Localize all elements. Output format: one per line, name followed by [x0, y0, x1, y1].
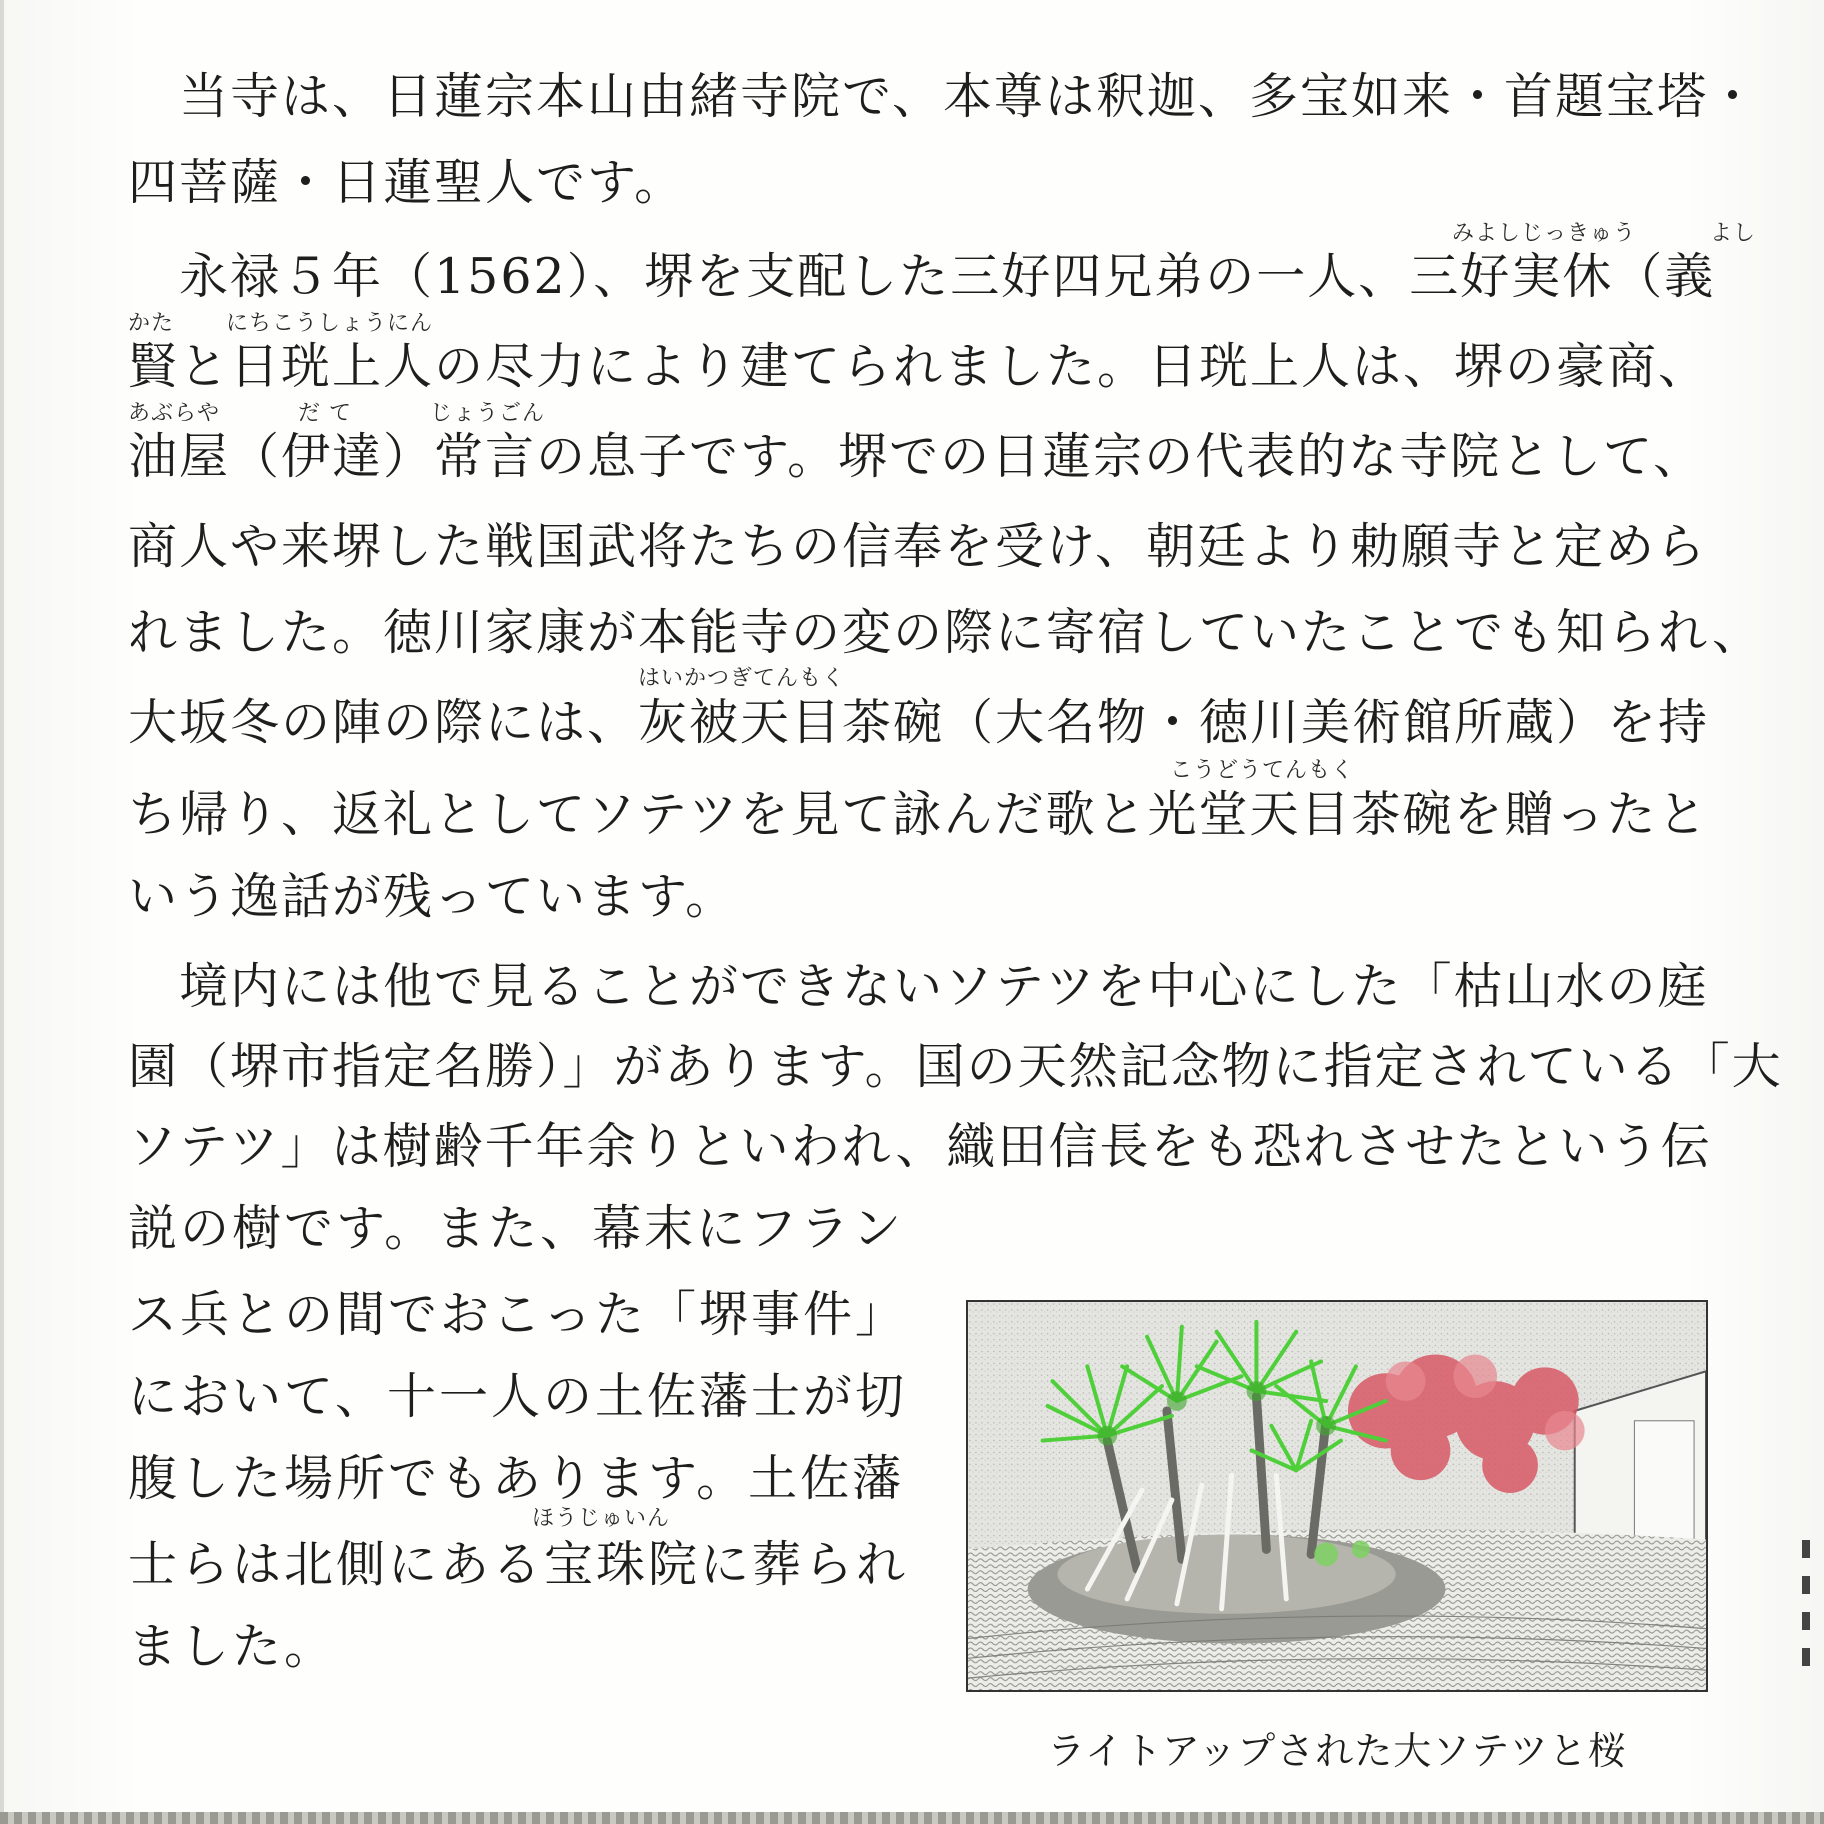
text-line: れました。徳川家康が本能寺の変の際に寄宿していたことでも知られ、 — [128, 604, 1763, 661]
ruby-reading: にちこうしょうにん — [226, 311, 434, 336]
text-line: 油屋（伊達）常言の息子です。堺での日蓮宗の代表的な寺院として、 — [128, 428, 1705, 485]
left-paper-edge — [0, 0, 4, 1824]
text-line: ました。 — [128, 1618, 337, 1675]
bottom-paper-edge — [0, 1812, 1824, 1824]
text-line: ス兵との間でおこった「堺事件」 — [128, 1286, 908, 1343]
text-line: 大坂冬の陣の際には、灰被天目茶碗（大名物・徳川美術館所蔵）を持 — [128, 694, 1710, 751]
text-line: 腹した場所でもあります。土佐藩 — [128, 1450, 905, 1507]
text-line: 説の樹です。また、幕末にフラン — [128, 1200, 905, 1257]
ruby-reading: はいかつぎてんもく — [638, 666, 846, 691]
text-line: において、十一人の土佐藩士が切 — [128, 1368, 908, 1425]
ruby-reading: ほうじゅいん — [532, 1506, 671, 1531]
text-line: 永禄５年（1562）、堺を支配した三好四兄弟の一人、三好実休（義 — [128, 248, 1716, 305]
cycad-garden-illustration — [968, 1302, 1706, 1690]
text-line: 当寺は、日蓮宗本山由緒寺院で、本尊は釈迦、多宝如来・首題宝塔・ — [128, 68, 1760, 125]
ruby-reading: よし — [1710, 221, 1757, 246]
garden-photo — [966, 1300, 1708, 1692]
text-line: いう逸話が残っています。 — [128, 868, 737, 925]
text-line: 境内には他で見ることができないソテツを中心にした「枯山水の庭 — [128, 958, 1709, 1015]
text-line: ソテツ」は樹齢千年余りといわれ、織田信長をも恐れさせたという伝 — [128, 1118, 1712, 1175]
ruby-reading: みよしじっきゅう — [1452, 221, 1637, 246]
text-line: ち帰り、返礼としてソテツを見て詠んだ歌と光堂天目茶碗を贈ったと — [128, 786, 1709, 843]
text-line: 士らは北側にある宝珠院に葬られ — [128, 1536, 909, 1593]
text-line: 賢と日珖上人の尽力により建てられました。日珖上人は、堺の豪商、 — [128, 338, 1710, 395]
ruby-reading: こうどうてんもく — [1170, 758, 1355, 783]
ruby-reading: だ て — [298, 401, 352, 426]
ruby-reading: あぶらや — [128, 401, 221, 426]
photo-caption: ライトアップされた大ソテツと桜 — [1047, 1729, 1627, 1773]
right-edge-marks — [1802, 1540, 1824, 1720]
ruby-reading: じょうごん — [430, 401, 546, 426]
text-line: 四菩薩・日蓮聖人です。 — [128, 154, 686, 211]
ruby-reading: かた — [128, 311, 175, 336]
text-line: 園（堺市指定名勝）」があります。国の天然記念物に指定されている「大 — [128, 1038, 1783, 1095]
text-line: 商人や来堺した戦国武将たちの信奉を受け、朝廷より勅願寺と定めら — [128, 518, 1708, 575]
